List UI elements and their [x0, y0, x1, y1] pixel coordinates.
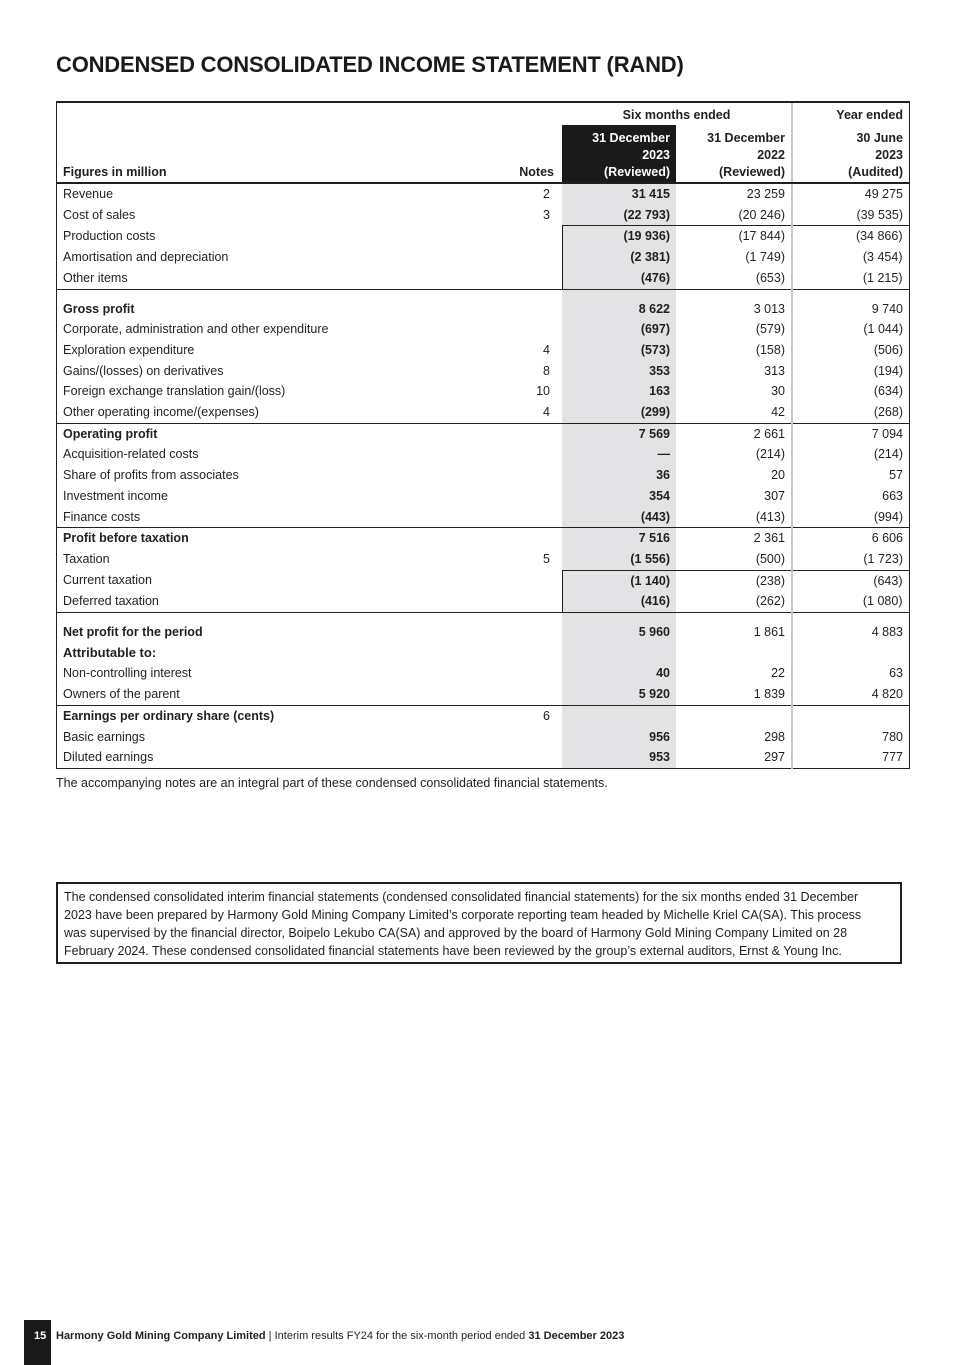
- table-row: [57, 205, 909, 226]
- value-dec-2022: (17 844): [676, 226, 792, 247]
- table-row: [57, 507, 909, 528]
- value-dec-2022: 1 839: [676, 684, 792, 705]
- value-jun-2023: [792, 643, 909, 664]
- row-note: [502, 507, 562, 528]
- value-dec-2022: (262): [676, 591, 792, 612]
- column-header-jun-2023: 30 June 2023 (Audited): [792, 125, 909, 183]
- row-note: [502, 444, 562, 465]
- value-jun-2023: (3 454): [792, 247, 909, 268]
- value-jun-2023: 777: [792, 747, 909, 768]
- value-dec-2022: 2 661: [676, 423, 792, 444]
- value-dec-2022: 20: [676, 465, 792, 486]
- row-label: Production costs: [63, 229, 156, 244]
- value-jun-2023: [792, 705, 909, 726]
- value-dec-2022: (579): [676, 319, 792, 340]
- row-label: Other operating income/(expenses): [63, 405, 259, 420]
- value-dec-2022: (413): [676, 507, 792, 528]
- value-jun-2023: 663: [882, 488, 903, 503]
- row-label: Acquisition-related costs: [63, 447, 199, 462]
- value-dec-2023: (22 793): [562, 205, 676, 226]
- value-dec-2022: (158): [676, 340, 792, 361]
- row-label: Foreign exchange translation gain/(loss): [63, 384, 286, 399]
- table-row: [57, 226, 909, 247]
- row-label: Taxation: [63, 552, 110, 567]
- table-row: [57, 528, 909, 549]
- value-jun-2023: (214): [873, 447, 903, 462]
- value-dec-2022: (500): [676, 549, 792, 570]
- value-dec-2022: (238): [676, 570, 792, 591]
- table-row: [57, 727, 909, 748]
- value-dec-2022: [676, 643, 792, 664]
- row-note: 5: [543, 552, 550, 567]
- table-row: [57, 340, 909, 361]
- row-note: 10: [536, 384, 550, 399]
- value-dec-2022: 30: [676, 381, 792, 402]
- row-label: Amortisation and depreciation: [63, 250, 229, 265]
- table-row: [57, 247, 909, 268]
- value-jun-2023: 780: [882, 729, 903, 744]
- value-dec-2023: 36: [562, 465, 676, 486]
- row-note: 6: [502, 705, 562, 726]
- table-row: [57, 747, 909, 768]
- value-dec-2023: (1 556): [562, 549, 676, 570]
- row-note: [502, 465, 562, 486]
- row-note: 3: [543, 207, 550, 222]
- value-dec-2023: (476): [562, 268, 676, 289]
- row-label: Net profit for the period: [63, 625, 203, 640]
- row-note: [502, 226, 562, 247]
- value-jun-2023: 4 883: [871, 625, 903, 640]
- value-jun-2023: 63: [889, 666, 903, 681]
- row-note: [502, 747, 562, 768]
- row-label: Investment income: [63, 488, 168, 503]
- row-note: [502, 591, 562, 612]
- value-dec-2023: (416): [562, 591, 676, 612]
- value-dec-2022: 2 361: [676, 528, 792, 549]
- row-label: Gross profit: [63, 301, 135, 316]
- row-note: [502, 319, 562, 340]
- value-jun-2023: (994): [873, 509, 903, 524]
- footer-company: Harmony Gold Mining Company Limited: [56, 1330, 266, 1342]
- row-note: [502, 727, 562, 748]
- income-statement-table: [56, 101, 910, 769]
- row-note: 2: [543, 187, 550, 201]
- row-note: [502, 663, 562, 684]
- value-jun-2023: 7 094: [792, 423, 909, 444]
- row-note: [502, 570, 562, 591]
- value-jun-2023: (643): [792, 570, 909, 591]
- row-label: Cost of sales: [63, 207, 136, 222]
- value-jun-2023: (1 215): [792, 268, 909, 289]
- row-note: 4: [543, 405, 550, 420]
- value-dec-2023: [562, 705, 676, 726]
- value-jun-2023: 6 606: [792, 528, 909, 549]
- table-row: [57, 381, 909, 402]
- row-note: [502, 684, 562, 705]
- table-row: [57, 183, 909, 205]
- table-row: [57, 643, 909, 664]
- footer-text: [56, 1330, 624, 1342]
- row-label: Gains/(losses) on derivatives: [63, 363, 224, 378]
- table-row: [57, 486, 909, 507]
- value-dec-2022: (1 749): [676, 247, 792, 268]
- value-jun-2023: (39 535): [856, 207, 903, 222]
- value-jun-2023: 57: [889, 468, 903, 483]
- table-row: [57, 663, 909, 684]
- value-dec-2023: (299): [562, 402, 676, 423]
- value-jun-2023: (1 723): [863, 551, 903, 566]
- table-row: [57, 622, 909, 643]
- row-label: Share of profits from associates: [63, 468, 239, 483]
- value-dec-2022: 297: [676, 747, 792, 768]
- table-row: [57, 705, 909, 726]
- value-dec-2023: 354: [562, 486, 676, 507]
- footer-description: Interim results FY24 for the six-month period ended: [274, 1330, 529, 1342]
- value-dec-2023: [562, 643, 676, 664]
- value-jun-2023: (506): [873, 342, 903, 357]
- footer-period: 31 December 2023: [528, 1330, 625, 1342]
- page-title: CONDENSED CONSOLIDATED INCOME STATEMENT (RAND): [56, 52, 684, 77]
- page-number: 15: [34, 1330, 47, 1342]
- row-note: [502, 486, 562, 507]
- row-note: 8: [543, 363, 550, 378]
- row-label: Non-controlling interest: [63, 666, 192, 681]
- value-jun-2023: 49 275: [864, 187, 903, 201]
- row-label: Owners of the parent: [57, 684, 502, 705]
- row-label: Diluted earnings: [57, 747, 502, 768]
- value-dec-2023: 953: [562, 747, 676, 768]
- value-dec-2023: (1 140): [562, 570, 676, 591]
- row-label: Deferred taxation: [63, 594, 159, 609]
- value-dec-2023: 956: [562, 727, 676, 748]
- value-jun-2023: 4 820: [792, 684, 909, 705]
- value-dec-2023: 353: [562, 361, 676, 382]
- value-dec-2022: 307: [676, 486, 792, 507]
- row-note: [502, 299, 562, 320]
- value-dec-2023: (19 936): [562, 226, 676, 247]
- value-jun-2023: (194): [873, 363, 903, 378]
- value-jun-2023: (1 080): [792, 591, 909, 612]
- row-note: [502, 643, 562, 664]
- table-row: [57, 549, 909, 570]
- value-jun-2023: (268): [873, 405, 903, 420]
- value-dec-2023: (443): [562, 507, 676, 528]
- table-row: [57, 684, 909, 705]
- value-jun-2023: (634): [873, 384, 903, 399]
- row-spacer: [57, 613, 909, 623]
- value-dec-2022: (653): [676, 268, 792, 289]
- notes-header: Notes: [502, 125, 562, 183]
- row-note: 4: [543, 342, 550, 357]
- row-label: Earnings per ordinary share (cents): [57, 705, 502, 726]
- row-label: Attributable to:: [63, 644, 157, 660]
- table-row: [57, 299, 909, 320]
- table-row: [57, 465, 909, 486]
- value-jun-2023: 9 740: [871, 301, 903, 316]
- row-note: [502, 622, 562, 643]
- page-number-box: [24, 1320, 51, 1365]
- table-row: [57, 591, 909, 612]
- row-label: Operating profit: [57, 423, 502, 444]
- value-dec-2023: —: [562, 444, 676, 465]
- value-dec-2023: 163: [562, 381, 676, 402]
- value-dec-2022: (20 246): [676, 205, 792, 226]
- row-label: Finance costs: [63, 509, 141, 524]
- value-dec-2023: 31 415: [562, 183, 676, 205]
- group-header-year: Year ended: [836, 108, 903, 122]
- value-dec-2023: 7 569: [562, 423, 676, 444]
- value-dec-2023: 40: [562, 663, 676, 684]
- table-row: [57, 444, 909, 465]
- value-dec-2022: (214): [676, 444, 792, 465]
- column-header-dec-2023: 31 December 2023 (Reviewed): [562, 125, 676, 183]
- value-jun-2023: (34 866): [792, 226, 909, 247]
- table-row: [57, 361, 909, 382]
- column-header-dec-2022: 31 December 2022 (Reviewed): [676, 125, 792, 183]
- value-dec-2023: 5 960: [562, 622, 676, 643]
- table-row: [57, 268, 909, 289]
- table-row: [57, 402, 909, 423]
- value-dec-2023: 8 622: [562, 299, 676, 320]
- row-label: Profit before taxation: [57, 528, 502, 549]
- footer-separator: |: [265, 1330, 275, 1342]
- row-spacer: [57, 289, 909, 299]
- page-footer: [24, 1320, 924, 1365]
- value-dec-2022: 23 259: [676, 183, 792, 205]
- table-row: [57, 423, 909, 444]
- figures-in-million-label: Figures in million: [57, 125, 502, 183]
- row-note: [502, 423, 562, 444]
- value-dec-2023: 7 516: [562, 528, 676, 549]
- value-dec-2022: 298: [676, 727, 792, 748]
- value-dec-2023: (2 381): [562, 247, 676, 268]
- table-row: [57, 570, 909, 591]
- approval-statement-box: The condensed consolidated interim financial statements (condensed consolidated financial statements) for the six months ended 31 December 2023 have been prepared by Harmony Gold Mining Company Limited’s corporate reporting team headed by Michelle Kriel CA(SA). This process was supervised by the financial director, Boipelo Lekubo CA(SA) and approved by the board of Harmony Gold Mining Company Limited on 28 February 2024. These condensed consolidated financial statements have been reviewed by the group’s external auditors, Ernst & Young Inc.: [56, 882, 902, 964]
- row-label: Basic earnings: [63, 729, 145, 744]
- row-label: Current taxation: [63, 573, 152, 588]
- group-header-six-months: Six months ended: [562, 103, 792, 125]
- value-dec-2022: 3 013: [676, 299, 792, 320]
- row-label: Corporate, administration and other expenditure: [63, 322, 329, 337]
- value-dec-2023: (697): [562, 319, 676, 340]
- value-dec-2022: 42: [676, 402, 792, 423]
- row-label: Other items: [63, 270, 128, 285]
- value-dec-2022: 313: [676, 361, 792, 382]
- table-row: [57, 319, 909, 340]
- value-dec-2022: 22: [676, 663, 792, 684]
- row-label: Revenue: [63, 187, 114, 201]
- accompanying-notes-footnote: The accompanying notes are an integral part of these condensed consolidated financial statements.: [56, 776, 608, 790]
- value-dec-2022: [676, 705, 792, 726]
- row-note: [502, 247, 562, 268]
- row-note: [502, 528, 562, 549]
- row-label: Exploration expenditure: [63, 342, 195, 357]
- value-dec-2023: 5 920: [562, 684, 676, 705]
- value-dec-2023: (573): [562, 340, 676, 361]
- value-dec-2022: 1 861: [676, 622, 792, 643]
- row-note: [502, 268, 562, 289]
- value-jun-2023: (1 044): [863, 322, 903, 337]
